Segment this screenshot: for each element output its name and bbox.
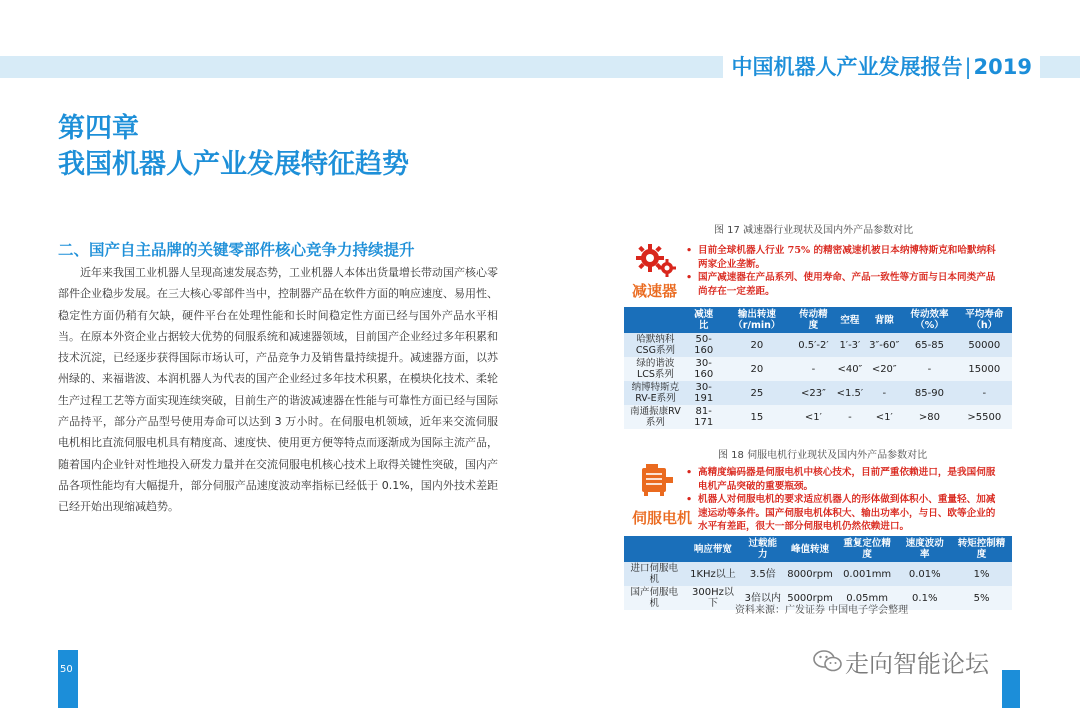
column-header: 峰值转速: [784, 536, 836, 562]
column-header: 速度波动率: [898, 536, 951, 562]
table-cell: <1′: [866, 405, 902, 429]
table-cell: 3.5倍: [741, 562, 784, 586]
table-cell: 5%: [951, 586, 1012, 610]
servo-label: 伺服电机: [632, 509, 693, 527]
column-header: 重复定位精度: [836, 536, 899, 562]
figure18-bullets: [684, 466, 1004, 534]
table-cell: 85-90: [902, 381, 956, 405]
figure17-bullets: [684, 244, 1004, 298]
table-cell: 5000rpm: [784, 586, 836, 610]
section-title: 二、国产自主品牌的关键零部件核心竞争力持续提升: [58, 241, 415, 259]
body-paragraph: 近年来我国工业机器人呈现高速发展态势，工业机器人本体出货量增长带动国产核心零部件企业稳步发展。在三大核心零部件当中，控制器产品在软件方面的响应速度、易用性、稳定性方面仍稍有欠缺，硬件平台在处理性能和长时间稳定性方面已经与国外产品水平相当。在原本外资企业占据较大优势的伺服系统和减速器领域，目前国产企业经过多年积累和技术沉淀，已经逐步获得国际市场认可，产品竞争力及销售量持续提升。减速器方面，以苏州绿的、来福谐波、本润机器人为代表的国产企业经过多年技术积累，在模块化技术、柔轮生产过程工艺等方面实现连续突破，目前生产的谐波减速器在性能与可靠性方面已经与国际产品持平，部分产品型号使用寿命可以达到 3 万小时。在伺服电机领域，近年来交流伺服电机相比直流伺服电机具有精度高、速度快、使用更方便等特点而逐渐成为国际主流产品，随着国内企业针对性地投入研发力量并在交流伺服电机核心技术上取得关键性突破，国内产品各项性能均有大幅提升，部分伺服产品速度波动率指标已经低于 0.1%，国内外技术差距已经开始出现缩减趋势。: [58, 266, 498, 514]
motor-icon: [638, 462, 674, 502]
table-cell: 81-171: [687, 405, 721, 429]
bullet-item: • 国产减速器在产品系列、使用寿命、产品一致性等方面与日本同类产品尚存在一定差距。: [684, 271, 1004, 298]
row-header: 绿的谐波 LCS系列: [624, 357, 687, 381]
column-header: 响应带宽: [685, 536, 742, 562]
row-header: 南通振康RV 系列: [624, 405, 687, 429]
table-cell: <1′: [793, 405, 833, 429]
reducer-label: 减速器: [632, 282, 678, 300]
table-cell: <23″: [793, 381, 833, 405]
table-header-row: [624, 307, 1012, 333]
table-cell: 0.1%: [898, 586, 951, 610]
chapter-number: 第四章: [58, 113, 139, 144]
table-cell: -: [866, 381, 902, 405]
column-header: 传动精度: [793, 307, 833, 333]
page-number: 50: [60, 664, 73, 675]
row-header: 国产伺服电机: [624, 586, 685, 610]
table-cell: 50-160: [687, 333, 721, 357]
table-cell: 20: [720, 333, 793, 357]
row-header: 进口伺服电机: [624, 562, 685, 586]
figure17-caption: 图 17 减速器行业现状及国内外产品参数对比: [714, 225, 914, 236]
header-separator: |: [964, 55, 972, 79]
table-cell: 3″-60″: [866, 333, 902, 357]
report-title: 中国机器人产业发展报告: [731, 55, 963, 79]
bullet-item: • 高精度编码器是伺服电机中核心技术，目前严重依赖进口，是我国伺服电机产品突破的重要瓶颈。: [684, 466, 1004, 493]
figure18-caption: 图 18 伺服电机行业现状及国内外产品参数对比: [718, 450, 928, 461]
bullet-item: • 机器人对伺服电机的要求适应机器人的形体做到体积小、重量轻、加减速运动等条件。国产伺服电机体积大、输出功率小，与日、欧等企业的水平有差距，很大一部分伺服电机仍然依赖进口。: [684, 493, 1004, 534]
table-cell: >80: [902, 405, 956, 429]
table-cell: <20″: [866, 357, 902, 381]
column-header: [624, 307, 687, 333]
report-header: [723, 54, 1040, 80]
table-cell: 0.05mm: [836, 586, 899, 610]
servo-comparison-table: [624, 536, 1012, 610]
reducer-comparison-table: [624, 307, 1012, 429]
bullet-item: • 目前全球机器人行业 75% 的精密减速机被日本纳博特斯克和哈默纳科两家企业垄断。: [684, 244, 1004, 271]
table-cell: 25: [720, 381, 793, 405]
table-cell: 30-160: [687, 357, 721, 381]
column-header: 转矩控制精度: [951, 536, 1012, 562]
column-header: 减速比: [687, 307, 721, 333]
row-header: 哈默纳科 CSG系列: [624, 333, 687, 357]
page-number-tab: [58, 650, 78, 708]
table-cell: -: [793, 357, 833, 381]
source-note: 资料来源：广发证券 中国电子学会整理: [735, 605, 909, 616]
table-cell: 65-85: [902, 333, 956, 357]
row-header: 纳博特斯克 RV-E系列: [624, 381, 687, 405]
table-row: [624, 357, 1012, 381]
table-cell: 50000: [957, 333, 1012, 357]
table-cell: 0.001mm: [836, 562, 899, 586]
column-header: 传动效率（%）: [902, 307, 956, 333]
table-row: [624, 381, 1012, 405]
table-cell: <40″: [834, 357, 867, 381]
table-cell: 1KHz以上: [685, 562, 742, 586]
wechat-icon: [812, 648, 844, 678]
table-row: [624, 333, 1012, 357]
column-header: 过载能力: [741, 536, 784, 562]
report-year: 2019: [973, 55, 1032, 79]
table-cell: 1′-3′: [834, 333, 867, 357]
gears-icon: [634, 242, 678, 282]
table-cell: -: [957, 381, 1012, 405]
table-header-row: [624, 536, 1012, 562]
column-header: 背隙: [866, 307, 902, 333]
table-cell: 8000rpm: [784, 562, 836, 586]
table-cell: <1.5′: [834, 381, 867, 405]
table-cell: 20: [720, 357, 793, 381]
section-body: [58, 262, 498, 518]
watermark-text: 走向智能论坛: [845, 650, 989, 678]
column-header: 平均寿命（h）: [957, 307, 1012, 333]
table-cell: 15: [720, 405, 793, 429]
table-row: [624, 405, 1012, 429]
table-cell: -: [834, 405, 867, 429]
chapter-title: 我国机器人产业发展特征趋势: [58, 149, 409, 180]
column-header: 空程: [834, 307, 867, 333]
column-header: 输出转速（r/min）: [720, 307, 793, 333]
table-cell: -: [902, 357, 956, 381]
table-cell: 3倍以内: [741, 586, 784, 610]
table-cell: 300Hz以下: [685, 586, 742, 610]
column-header: [624, 536, 685, 562]
table-cell: >5500: [957, 405, 1012, 429]
table-cell: 30-191: [687, 381, 721, 405]
table-row: [624, 562, 1012, 586]
table-cell: 1%: [951, 562, 1012, 586]
table-cell: 0.5′-2′: [793, 333, 833, 357]
table-cell: 0.01%: [898, 562, 951, 586]
table-cell: 15000: [957, 357, 1012, 381]
right-page-tab: [1002, 670, 1020, 708]
